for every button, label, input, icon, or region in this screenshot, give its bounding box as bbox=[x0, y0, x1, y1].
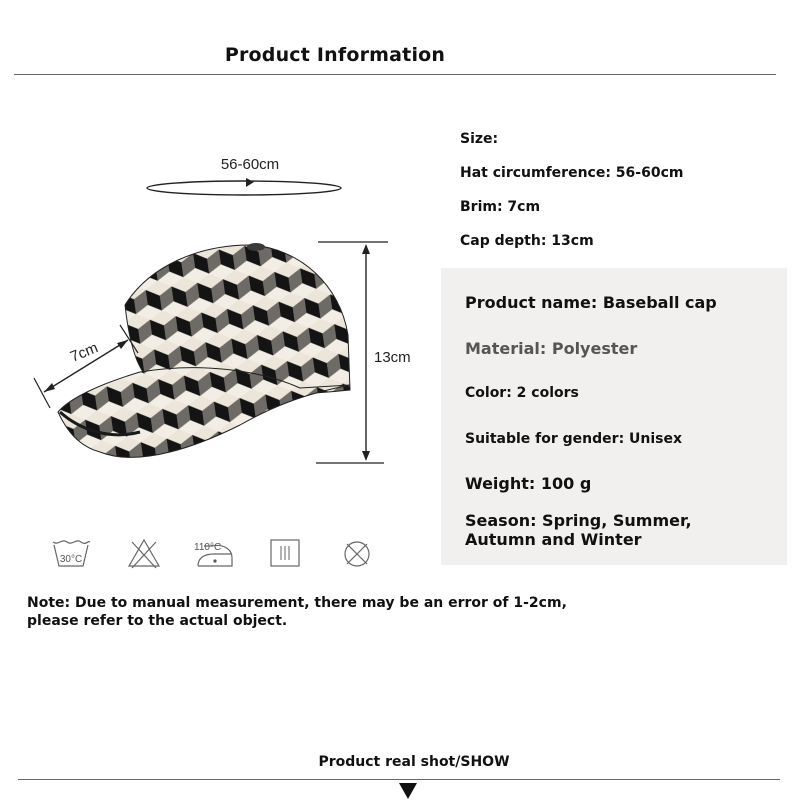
iron-temp-label: 110°C bbox=[194, 542, 222, 553]
product-info-panel bbox=[441, 268, 787, 565]
circumference-indicator bbox=[147, 178, 341, 195]
no-tumble-dry-icon bbox=[340, 536, 374, 570]
dry-flat-icon bbox=[268, 536, 302, 570]
circumference-label: 56-60cm bbox=[220, 156, 280, 173]
wash-30-icon bbox=[50, 536, 92, 570]
no-bleach-icon bbox=[126, 536, 162, 570]
bottom-divider bbox=[18, 779, 780, 780]
top-divider bbox=[14, 74, 776, 75]
product-weight: Weight: 100 g bbox=[465, 474, 592, 493]
iron-110-icon bbox=[192, 536, 236, 570]
size-brim: Brim: 7cm bbox=[460, 199, 541, 215]
hat-diagram bbox=[20, 140, 420, 480]
section-title-real-shot: Product real shot/SHOW bbox=[318, 754, 510, 770]
wash-temp-label: 30°C bbox=[59, 554, 83, 565]
page-title: Product Information bbox=[224, 44, 446, 66]
brim-label: 7cm bbox=[67, 339, 101, 366]
product-gender: Suitable for gender: Unisex bbox=[465, 431, 683, 447]
size-depth: Cap depth: 13cm bbox=[460, 233, 594, 249]
size-heading: Size: bbox=[460, 131, 499, 147]
product-name: Product name: Baseball cap bbox=[465, 293, 717, 312]
product-color: Color: 2 colors bbox=[465, 385, 579, 401]
size-circumference: Hat circumference: 56-60cm bbox=[460, 165, 684, 181]
depth-label: 13cm bbox=[374, 349, 411, 366]
hat-image bbox=[58, 243, 350, 457]
down-arrow-icon bbox=[398, 782, 418, 800]
measurement-note: Note: Due to manual measurement, there may be an error of 1-2cm, please refer to the actual object. bbox=[27, 595, 567, 629]
product-season: Season: Spring, Summer, Autumn and Winter bbox=[465, 511, 692, 549]
product-material: Material: Polyester bbox=[465, 339, 638, 358]
